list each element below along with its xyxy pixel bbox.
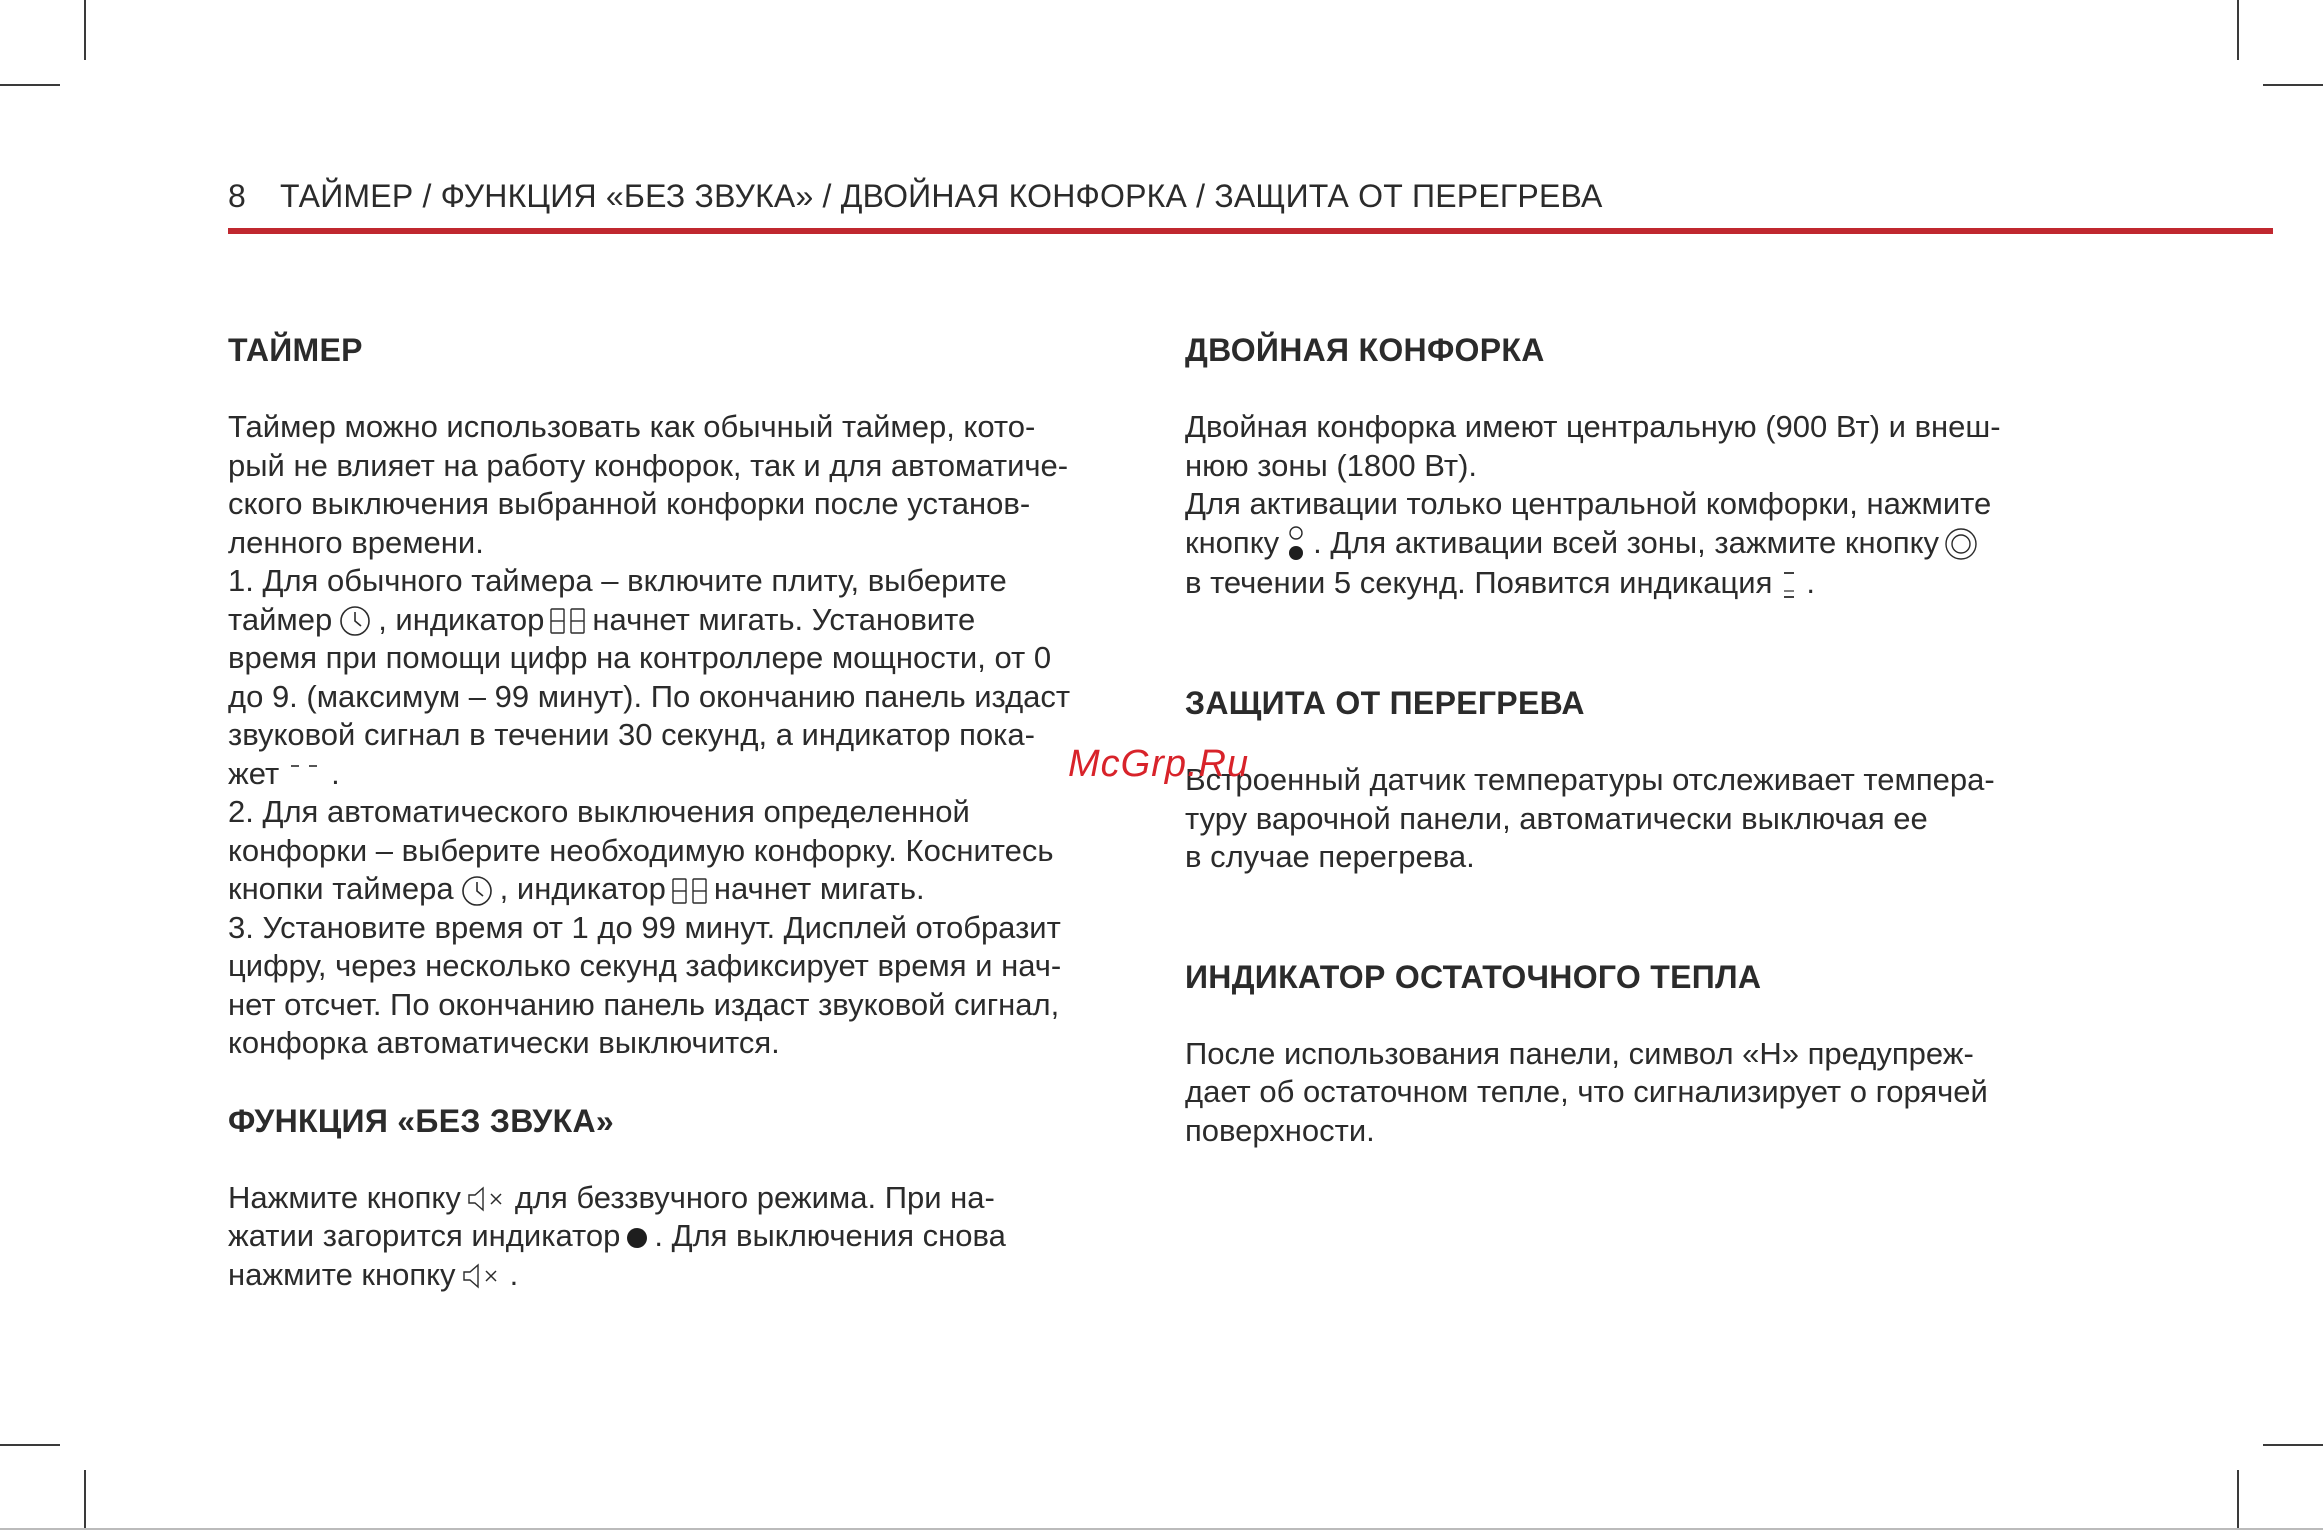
text-fragment: .: [1806, 565, 1815, 601]
text-line: рый не влияет на работу конфорок, так и для автоматиче-: [228, 447, 1069, 483]
text-line: дает об остаточном тепле, что сигнализирует о горячей: [1185, 1074, 1988, 1110]
crop-mark: [2263, 84, 2323, 86]
text-line: [228, 755, 1158, 794]
mute-section: [228, 1101, 1158, 1295]
text-fragment: жатии загорится индикатор: [228, 1218, 621, 1253]
section-title-residual-heat: ИНДИКАТОР ОСТАТОЧНОГО ТЕПЛА: [1185, 958, 1762, 995]
text-line: туру варочной панели, автоматически выключая ее: [1185, 800, 1928, 836]
dash-dash-indicator-icon: [283, 760, 327, 790]
residual-heat-text: [1185, 1035, 2085, 1151]
text-line: цифру, через несколько секунд зафиксирует время и нач-: [228, 948, 1062, 983]
segment-display-icon: [670, 876, 710, 906]
overheat-section: [1185, 683, 2085, 877]
text-line: [1185, 564, 2085, 603]
text-line: Двойная конфорка имеют центральную (900 Вт) и внеш-: [1185, 409, 2001, 444]
header-rule: [228, 228, 2273, 234]
text-line: конфорка автоматически выключится.: [228, 1025, 780, 1060]
crop-mark: [0, 84, 60, 86]
right-column: [1185, 330, 2085, 1150]
section-title-overheat: ЗАЩИТА ОТ ПЕРЕГРЕВА: [1185, 685, 1585, 722]
clock-icon: [458, 874, 496, 908]
text-line: [228, 1179, 1158, 1218]
text-line: до 9. (максимум – 99 минут). По окончанию панель издаст: [228, 678, 1071, 714]
text-line: 2. Для автоматического выключения определенной: [228, 794, 970, 829]
text-fragment: начнет мигать.: [713, 871, 925, 906]
text-fragment: , индикатор: [378, 601, 545, 637]
text-line: [228, 870, 1158, 909]
crop-mark: [0, 1444, 60, 1446]
text-fragment: для беззвучного режима. При на-: [514, 1179, 995, 1215]
page-header: [228, 176, 2273, 232]
text-line: Для активации только центральной комфорки, нажмите: [1185, 486, 1992, 521]
text-line: После использования панели, символ «Н» предупреж-: [1185, 1035, 1974, 1071]
text-fragment: . Для активации всей зоны, зажмите кнопку: [1313, 524, 1940, 560]
text-line: Таймер можно использовать как обычный таймер, кото-: [228, 409, 1036, 444]
text-line: нюю зоны (1800 Вт).: [1185, 447, 1478, 483]
dual-burner-text: [1185, 408, 2085, 603]
dual-burner-section: [1185, 330, 2085, 603]
segment-display-icon: [548, 606, 588, 636]
crop-mark: [84, 0, 86, 60]
text-line: ского выключения выбранной конфорки после установ-: [228, 486, 1031, 521]
text-line: звуковой сигнал в течении 30 секунд, а индикатор пока-: [228, 717, 1035, 752]
crop-mark: [2237, 1470, 2239, 1530]
text-line: [228, 1256, 1158, 1295]
mute-speaker-icon: [465, 1183, 511, 1215]
section-title-dual-burner: ДВОЙНАЯ КОНФОРКА: [1185, 332, 1545, 368]
text-fragment: таймер: [228, 601, 333, 637]
overheat-text: [1185, 761, 2085, 877]
crop-mark: [84, 1470, 86, 1530]
text-line: [1185, 524, 2085, 565]
crop-mark: [2237, 0, 2239, 60]
timer-text: [228, 408, 1158, 1063]
timer-section: [228, 330, 1158, 1063]
page-number: 8: [228, 178, 246, 214]
text-fragment: в течении 5 секунд. Появится индикация: [1185, 565, 1773, 601]
text-fragment: жет: [228, 755, 280, 791]
clock-icon: [336, 604, 374, 638]
mute-speaker-icon: [460, 1260, 506, 1292]
text-fragment: кнопку: [1185, 524, 1280, 560]
text-line: [228, 1217, 1158, 1256]
watermark: McGrp.Ru: [1068, 743, 1250, 785]
text-line: конфорки – выберите необходимую конфорку. Коснитесь: [228, 832, 1054, 868]
text-line: поверхности.: [1185, 1112, 1375, 1148]
text-fragment: Нажмите кнопку: [228, 1179, 461, 1215]
text-fragment: нажмите кнопку: [228, 1256, 456, 1292]
text-fragment: , индикатор: [499, 871, 666, 906]
text-line: 3. Установите время от 1 до 99 минут. Дисплей отобразит: [228, 909, 1061, 945]
center-zone-icon: [1283, 524, 1309, 564]
text-fragment: начнет мигать. Установите: [592, 601, 976, 637]
crop-mark: [2263, 1444, 2323, 1446]
dual-zone-indicator-icon: [1776, 567, 1802, 603]
page-title: ТАЙМЕР / ФУНКЦИЯ «БЕЗ ЗВУКА» / ДВОЙНАЯ КОНФОРКА / ЗАЩИТА ОТ ПЕРЕГРЕВА: [280, 178, 1603, 214]
text-line: 1. Для обычного таймера – включите плиту, выберите: [228, 563, 1007, 598]
text-line: время при помощи цифр на контроллере мощности, от 0: [228, 640, 1052, 675]
mute-text: [228, 1179, 1158, 1295]
text-fragment: .: [509, 1256, 519, 1292]
filled-dot-indicator-icon: [624, 1225, 650, 1251]
text-fragment: .: [331, 755, 340, 791]
left-column: [228, 330, 1158, 1294]
section-title-mute: ФУНКЦИЯ «БЕЗ ЗВУКА»: [228, 1102, 614, 1139]
text-line: нет отсчет. По окончанию панель издаст звуковой сигнал,: [228, 986, 1060, 1022]
text-fragment: . Для выключения снова: [654, 1218, 1006, 1253]
section-title-timer: ТАЙМЕР: [228, 332, 363, 368]
text-fragment: кнопки таймера: [228, 871, 454, 906]
text-line: [228, 601, 1158, 640]
dual-zone-icon: [1943, 526, 1979, 562]
text-line: ленного времени.: [228, 524, 484, 560]
text-line: Встроенный датчик температуры отслеживает темпера-: [1185, 762, 1995, 798]
text-line: в случае перегрева.: [1185, 839, 1475, 875]
residual-heat-section: [1185, 957, 2085, 1151]
